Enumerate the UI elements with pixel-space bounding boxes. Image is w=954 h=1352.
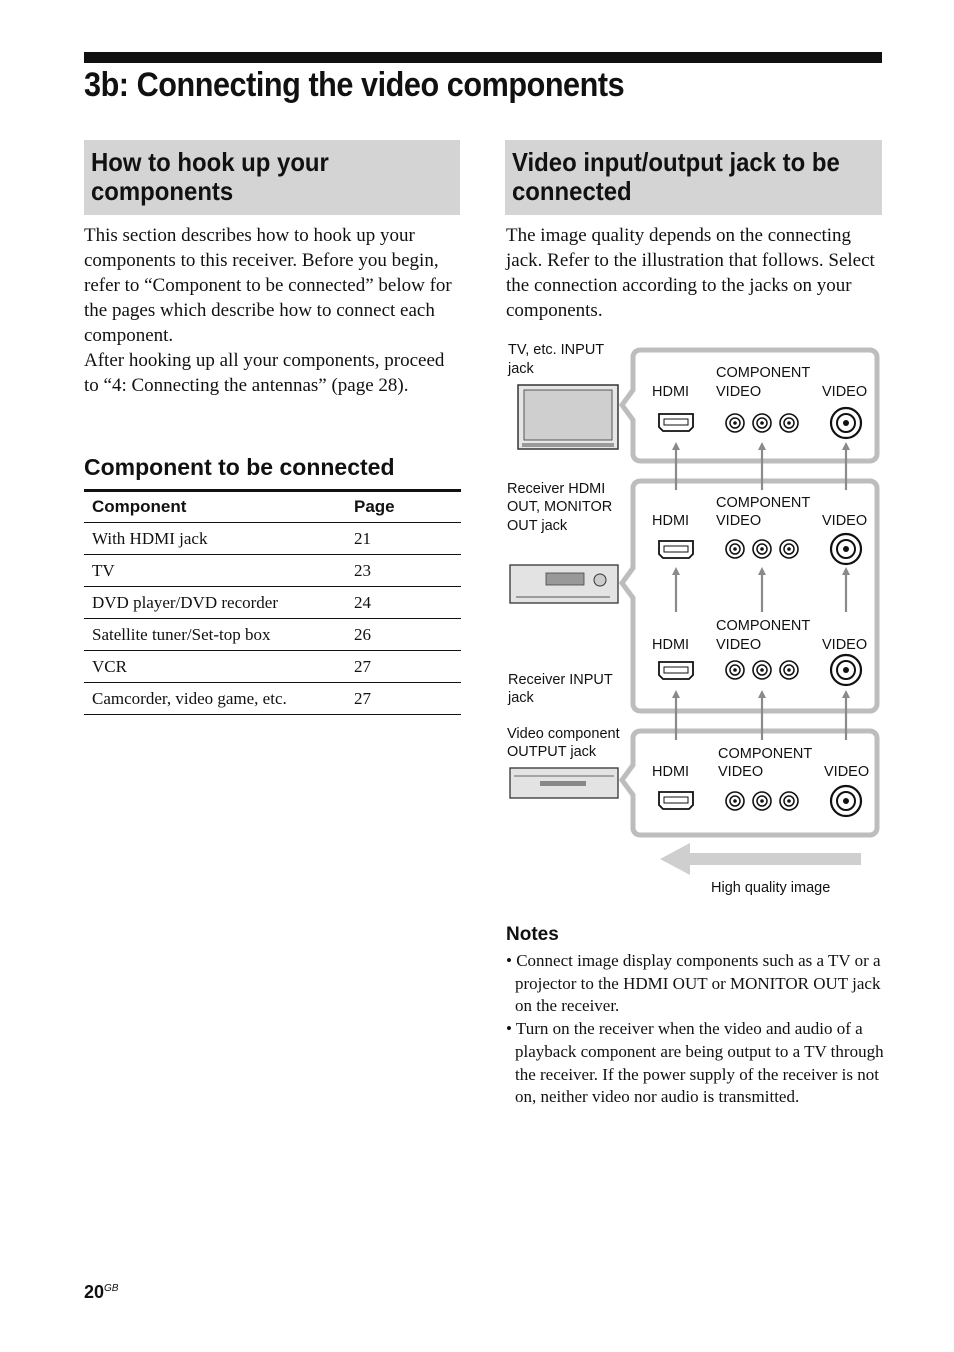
component-label: COMPONENT: [716, 618, 811, 634]
component-video-label: VIDEO: [716, 384, 762, 400]
receiver-icon: [510, 565, 618, 603]
component-jack-icon: [753, 414, 771, 432]
component-label: COMPONENT: [716, 495, 811, 511]
component-jack-icon: [780, 540, 798, 558]
high-quality-arrow-icon: [660, 843, 861, 875]
table-cell-component: Camcorder, video game, etc.: [84, 683, 346, 715]
table-cell-component: Satellite tuner/Set-top box: [84, 619, 346, 651]
video-component-icon: [510, 768, 618, 798]
table-cell-component: TV: [84, 555, 346, 587]
high-quality-label: High quality image: [711, 880, 831, 896]
note-item: • Connect image display components such as a TV or a projector to the HDMI OUT or MONITOR OUT jack on the receiver.: [506, 950, 886, 1018]
notes-list: [506, 950, 886, 1109]
notes-title: Notes: [506, 924, 559, 945]
section-title-jack: Video input/output jack to be connected: [512, 147, 840, 206]
jack-row-tv: [659, 408, 861, 438]
component-jack-icon: [780, 661, 798, 679]
component-jack-icon: [726, 540, 744, 558]
table-cell-component: With HDMI jack: [84, 523, 346, 555]
video-jack-icon: [831, 786, 861, 816]
section-title-hook-up: How to hook up your components: [91, 147, 329, 206]
label-video-component-line1: Video component: [507, 726, 620, 742]
hdmi-label: HDMI: [652, 384, 690, 400]
tv-icon: [518, 385, 618, 449]
intro-paragraph: This section describes how to hook up your components to this receiver. Before you begin, refer to “Component to be connected” below for the pages which describe how to connect each component.: [84, 225, 452, 346]
page-number-value: 20: [84, 1282, 105, 1302]
page-region: GB: [104, 1283, 119, 1294]
jack-row-receiver-in: [659, 655, 861, 685]
note-item: • Turn on the receiver when the video and audio of a playback component are being output to a TV through the receiver. If the power supply of the receiver is not on, neither video nor audio is transmitted.: [506, 1018, 886, 1109]
jack-row-source: [659, 786, 861, 816]
component-video-label: VIDEO: [716, 637, 762, 653]
table-header-row: [84, 491, 461, 523]
component-label: COMPONENT: [718, 746, 813, 762]
label-tv-line2: jack: [508, 361, 534, 377]
component-video-label: VIDEO: [716, 513, 762, 529]
component-jack-icon: [753, 540, 771, 558]
table-row: [84, 683, 461, 715]
table-cell-page: 24: [346, 587, 461, 619]
label-receiver-out-line2: OUT, MONITOR: [507, 499, 613, 515]
video-jack-icon: [831, 534, 861, 564]
table-row: [84, 523, 461, 555]
jack-paragraph: The image quality depends on the connecting jack. Refer to the illustration that follows. Select the connection according to the jacks on your components.: [506, 225, 875, 321]
video-label: VIDEO: [824, 764, 870, 780]
component-jack-icon: [726, 661, 744, 679]
component-video-label: VIDEO: [718, 764, 764, 780]
hdmi-label: HDMI: [652, 637, 690, 653]
table-cell-page: 27: [346, 651, 461, 683]
component-jack-icon: [753, 792, 771, 810]
label-video-component-line2: OUTPUT jack: [507, 744, 597, 760]
table-row: [84, 619, 461, 651]
hdmi-label: HDMI: [652, 764, 690, 780]
section-header-jack: [505, 140, 882, 215]
header-rule: [84, 52, 882, 63]
component-jack-icon: [780, 414, 798, 432]
component-jack-icon: [726, 792, 744, 810]
connection-diagram: [500, 335, 885, 905]
video-jack-icon: [831, 408, 861, 438]
table-cell-component: VCR: [84, 651, 346, 683]
table-row: [84, 555, 461, 587]
component-subhead: Component to be connected: [84, 454, 395, 480]
page-title: 3b: Connecting the video components: [84, 66, 625, 104]
table-row: [84, 651, 461, 683]
label-receiver-in-line2: jack: [508, 690, 534, 706]
table-row: [84, 587, 461, 619]
jack-row-receiver-out: [659, 534, 861, 564]
component-label: COMPONENT: [716, 365, 811, 381]
component-jack-icon: [780, 792, 798, 810]
connection-arrows: [676, 446, 846, 740]
video-label: VIDEO: [822, 384, 868, 400]
component-table: [84, 489, 461, 715]
table-cell-page: 26: [346, 619, 461, 651]
label-receiver-in-line1: Receiver INPUT: [508, 672, 613, 688]
component-jack-icon: [753, 661, 771, 679]
video-jack-icon: [831, 655, 861, 685]
hdmi-label: HDMI: [652, 513, 690, 529]
video-label: VIDEO: [822, 513, 868, 529]
hdmi-jack-icon: [659, 541, 693, 558]
hdmi-jack-icon: [659, 792, 693, 809]
table-cell-page: 21: [346, 523, 461, 555]
antenna-paragraph: After hooking up all your components, proceed to “4: Connecting the antennas” (page 28).: [84, 350, 445, 396]
table-cell-page: 27: [346, 683, 461, 715]
column-header-component: Component: [84, 491, 346, 523]
table-cell-component: DVD player/DVD recorder: [84, 587, 346, 619]
video-label: VIDEO: [822, 637, 868, 653]
page-number: [84, 1282, 118, 1303]
label-tv-line1: TV, etc. INPUT: [508, 342, 605, 358]
column-header-page: Page: [346, 491, 461, 523]
label-receiver-out-line1: Receiver HDMI: [507, 481, 606, 497]
hdmi-jack-icon: [659, 662, 693, 679]
section-header-hook-up: [84, 140, 460, 215]
hdmi-jack-icon: [659, 414, 693, 431]
table-cell-page: 23: [346, 555, 461, 587]
component-jack-icon: [726, 414, 744, 432]
label-receiver-out-line3: OUT jack: [507, 518, 568, 534]
